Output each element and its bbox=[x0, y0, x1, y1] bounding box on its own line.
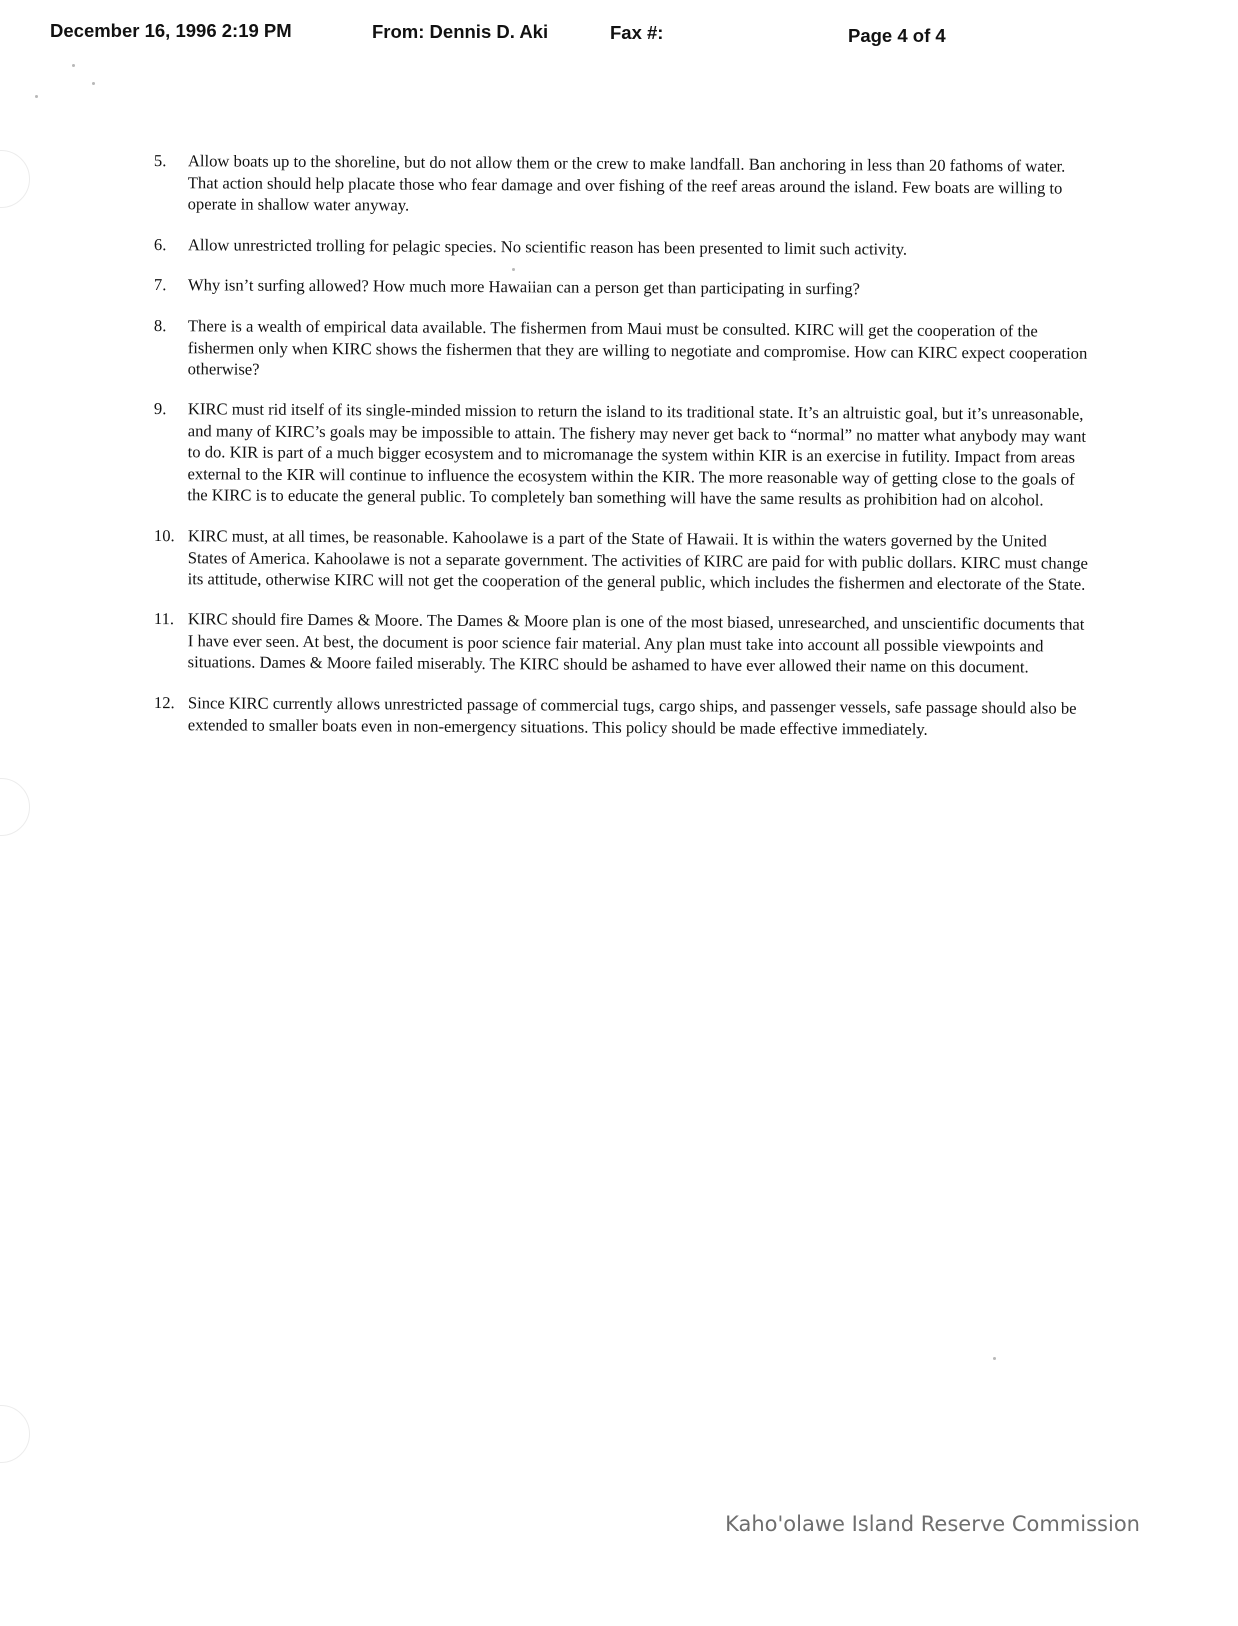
item-number: 7. bbox=[153, 275, 167, 295]
fax-page-number: Page 4 of 4 bbox=[848, 25, 946, 46]
list-item bbox=[150, 150, 1090, 220]
punch-hole-top bbox=[0, 150, 30, 208]
item-number: 11. bbox=[153, 609, 175, 629]
fax-number-label: Fax #: bbox=[610, 22, 664, 43]
list-item bbox=[149, 398, 1090, 511]
item-text: Allow boats up to the shoreline, but do not allow them or the crew to make landfall. Ban anchoring in less than 20 fathoms of water. That action should help placate those who fear damage and over fishing of the reef areas around the island. Few boats are willing to operate in shallow water anyway. bbox=[187, 151, 1066, 215]
scan-speck bbox=[92, 82, 95, 85]
scan-speck bbox=[72, 64, 75, 67]
item-number: 10. bbox=[153, 525, 175, 545]
fax-header bbox=[50, 20, 1190, 50]
item-text: KIRC must rid itself of its single-minded mission to return the island to its traditional state. It’s an altruistic goal, but it’s unreasonable, and many of KIRC’s goals may be impossible to attain. The fishery may never get back to “normal” no matter what anybody may want to do. KIR is part of a much bigger ecosystem and to micromanage the system within KIR is an exercise in futility. Impact from areas external to the KIR will continue to influence the ecosystem within the KIR. The more reasonable way of getting close to the goals of the KIRC is to educate the general public. To completely ban something will have the same results as prohibition had on alcohol. bbox=[187, 399, 1087, 510]
item-number: 5. bbox=[153, 151, 167, 171]
item-text: Allow unrestricted trolling for pelagic species. No scientific reason has been presented to limit such activity. bbox=[187, 234, 908, 259]
list-item bbox=[150, 525, 1090, 595]
fax-date-time: December 16, 1996 2:19 PM bbox=[50, 20, 292, 41]
punch-hole-middle bbox=[0, 778, 30, 836]
list-item bbox=[150, 234, 1090, 261]
item-number: 8. bbox=[153, 315, 167, 335]
scan-speck bbox=[35, 95, 38, 98]
list-item bbox=[150, 274, 1090, 301]
item-text: KIRC must, at all times, be reasonable. Kahoolawe is a part of the State of Hawaii. It is within the waters governed by the United States of America. Kahoolawe is not a separate government. The activities of KIRC are paid for with public dollars. KIRC must change its attitude, otherwise KIRC will not get the cooperation of the general public, which includes the fishermen and electorate of the State. bbox=[187, 525, 1088, 594]
item-text: Since KIRC currently allows unrestricted passage of commercial tugs, cargo ships, and passenger vessels, safe passage should also be extended to smaller boats even in non-emergency situations. This policy should be made effective immediately. bbox=[187, 692, 1077, 738]
scan-speck bbox=[993, 1357, 996, 1360]
list-item bbox=[150, 608, 1090, 678]
punch-hole-bottom bbox=[0, 1405, 30, 1463]
fax-sender: From: Dennis D. Aki bbox=[372, 21, 549, 42]
list-item bbox=[150, 315, 1090, 385]
comment-list bbox=[150, 150, 1090, 738]
item-text: Why isn’t surfing allowed? How much more Hawaiian can a person get than participating in surfing? bbox=[187, 275, 860, 299]
archive-watermark: Kaho'olawe Island Reserve Commission bbox=[725, 1512, 1140, 1536]
item-number: 9. bbox=[153, 399, 167, 419]
item-text: There is a wealth of empirical data available. The fishermen from Maui must be consulted. KIRC will get the cooperation of the fishermen only when KIRC shows the fishermen that they are willing to negotiate and compromise. How can KIRC expect cooperation otherwise? bbox=[187, 315, 1088, 379]
item-number: 6. bbox=[153, 234, 167, 254]
list-item bbox=[150, 692, 1090, 741]
item-text: KIRC should fire Dames & Moore. The Dames & Moore plan is one of the most biased, unresearched, and unscientific documents that I have ever seen. At best, the document is poor science fair material. Any plan must take into account all possible viewpoints and situations. Dames & Moore failed miserably. The KIRC should be ashamed to have ever allowed their name on this document. bbox=[187, 609, 1085, 677]
item-number: 12. bbox=[153, 692, 175, 712]
